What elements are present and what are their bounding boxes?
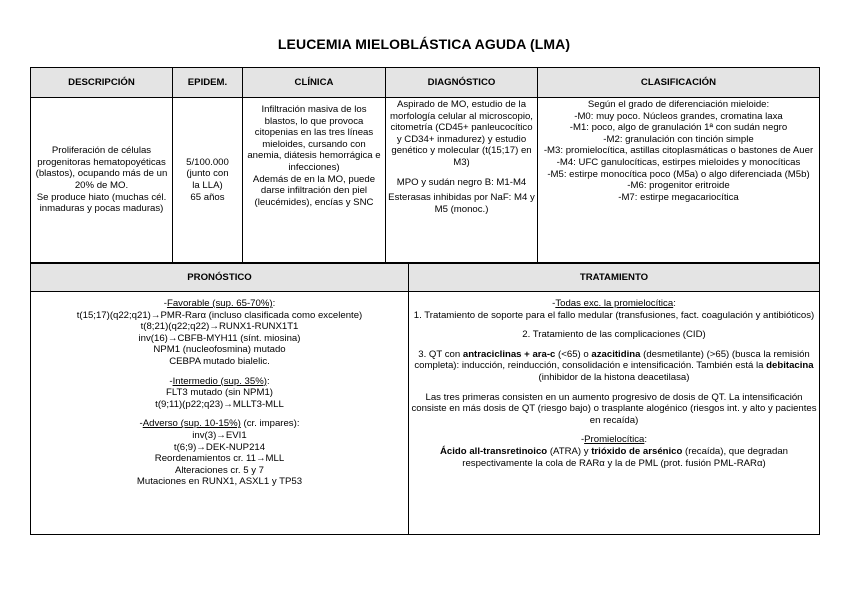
tratamiento-p4: Las tres primeras consisten en un aumento progresivo de dosis de QT. La intensificación consiste en más dosis de QT (riesgo bajo) o trasplante alogénico (riesgos int. y alto y pacientes en recaída) bbox=[411, 391, 817, 426]
clinica-p1: Infiltración masiva de los blastos, lo que provoca citopenias en las tres líneas mieloides, cursando con anemia, diátesis hemorrágica e infecciones) bbox=[247, 104, 381, 173]
summary-header-row bbox=[31, 68, 820, 98]
descripcion-p2: Se produce hiato (muchas cél. inmaduras y pocas maduras) bbox=[36, 191, 167, 215]
favorable-item: t(8;21)(q22;q22)→RUNX1-RUNX1T1 bbox=[140, 321, 299, 333]
diagnostico-p1: Aspirado de MO, estudio de la morfología celular al microscopio, citometría (CD45+ panleucocítico y CD34+ inmadurez) y estudio genético y molecular (t(15;17) en M3) bbox=[390, 99, 533, 168]
header-clasificacion: CLASIFICACIÓN bbox=[538, 68, 820, 98]
summary-body-row bbox=[31, 98, 820, 263]
intermedio-item: FLT3 mutado (sin NPM1) bbox=[166, 387, 273, 399]
header-clinica: CLÍNICA bbox=[243, 68, 386, 98]
header-epidem: EPIDEM. bbox=[173, 68, 243, 98]
summary-table bbox=[30, 67, 820, 263]
favorable-item: t(15;17)(q22;q21)→PMR-Rarα (incluso clasificada como excelente) bbox=[76, 309, 363, 321]
epidem-l4: 65 años bbox=[190, 191, 225, 203]
tratamiento-p5: Ácido all-transretinoico (ATRA) y trióxido de arsénico (recaída), que degradan respectivamente la cola de RARα y la de PML (prot. fusión PML-RARα) bbox=[440, 445, 788, 469]
favorable-item: CEBPA mutado bialelic. bbox=[169, 355, 270, 367]
favorable-heading: -Favorable (sup. 65-70%): bbox=[163, 298, 276, 309]
cell-pronostico bbox=[31, 292, 409, 535]
tratamiento-p2: 2. Tratamiento de las complicaciones (CID) bbox=[522, 329, 706, 341]
clinica-p2: Además de en la MO, puede darse infiltración den piel (leucémides), encías y SNC bbox=[252, 173, 376, 208]
clasificacion-intro: Según el grado de diferenciación mieloide: bbox=[587, 99, 770, 110]
cell-epidem bbox=[173, 98, 243, 263]
header-diagnostico: DIAGNÓSTICO bbox=[386, 68, 538, 98]
cell-diagnostico bbox=[386, 98, 538, 263]
favorable-item: inv(16)→CBFB-MYH11 (sínt. miosina) bbox=[138, 332, 301, 344]
clasificacion-m1: -M1: poco, algo de granulación 1ª con sudán negro bbox=[569, 122, 788, 134]
management-table bbox=[30, 263, 820, 535]
management-header-row bbox=[31, 264, 820, 292]
page-title: LEUCEMIA MIELOBLÁSTICA AGUDA (LMA) bbox=[277, 36, 571, 52]
epidem-l3: la LLA) bbox=[192, 180, 223, 191]
clasificacion-m0: -M0: muy poco. Núcleos grandes, cromatina laxa bbox=[574, 110, 783, 122]
adverso-heading: -Adverso (sup. 10-15%) (cr. impares): bbox=[139, 418, 300, 430]
tratamiento-p1: 1. Tratamiento de soporte para el fallo medular (transfusiones, fact. coagulación y antibióticos) bbox=[413, 309, 815, 321]
header-descripcion: DESCRIPCIÓN bbox=[31, 68, 173, 98]
todas-heading: -Todas exc. la promielocítica: bbox=[552, 298, 676, 309]
clasificacion-m7: -M7: estirpe megacariocítica bbox=[618, 191, 739, 203]
adverso-item: Reordenamientos cr. 11→MLL bbox=[154, 453, 285, 465]
clasificacion-m6: -M6: progenitor eritroide bbox=[627, 180, 730, 192]
promielo-heading: -Promielocítica: bbox=[580, 434, 648, 446]
favorable-item: NPM1 (nucleofosmina) mutado bbox=[153, 344, 286, 356]
cell-descripcion bbox=[31, 98, 173, 263]
adverso-item: Mutaciones en RUNX1, ASXL1 y TP53 bbox=[136, 476, 303, 488]
clasificacion-m5: -M5: estirpe monocítica poco (M5a) o algo diferenciada (M5b) bbox=[547, 168, 810, 180]
adverso-item: inv(3)→EVI1 bbox=[192, 429, 247, 441]
intermedio-heading: -Intermedio (sup. 35%): bbox=[169, 375, 270, 387]
tratamiento-p3: 3. QT con antraciclinas + ara-c (<65) o azacitidina (desmetilante) (>65) (busca la remisión completa): inducción, reinducción, consolidación e intensificación. También está la debitacina (inhibidor de la histona deacetilasa) bbox=[414, 348, 814, 383]
header-pronostico: PRONÓSTICO bbox=[31, 264, 409, 292]
cell-tratamiento bbox=[409, 292, 820, 535]
epidem-l2: (junto con bbox=[186, 168, 229, 180]
adverso-item: Alteraciones cr. 5 y 7 bbox=[174, 464, 265, 476]
clasificacion-m2: -M2: granulación con tinción simple bbox=[603, 133, 754, 145]
diagnostico-p3: Esterasas inhibidas por NaF: M4 y M5 (monoc.) bbox=[388, 192, 535, 215]
clasificacion-m3: -M3: promielocítica, astillas citoplasmáticas o bastones de Auer bbox=[543, 145, 814, 157]
intermedio-item: t(9;11)(p22;q23)→MLLT3-MLL bbox=[155, 398, 284, 410]
cell-clinica bbox=[243, 98, 386, 263]
descripcion-p1: Proliferación de células progenitoras hematopoyéticas (blastos), ocupando más de un 20% de MO. bbox=[35, 145, 168, 191]
header-tratamiento: TRATAMIENTO bbox=[409, 264, 820, 292]
epidem-l1: 5/100.000 bbox=[186, 156, 229, 168]
clasificacion-m4: -M4: UFC ganulocíticas, estirpes mieloides y monocíticas bbox=[556, 156, 801, 168]
diagnostico-p2: MPO y sudán negro B: M1-M4 bbox=[396, 176, 527, 188]
adverso-item: t(6;9)→DEK-NUP214 bbox=[173, 441, 266, 453]
management-body-row bbox=[31, 292, 820, 535]
cell-clasificacion bbox=[538, 98, 820, 263]
